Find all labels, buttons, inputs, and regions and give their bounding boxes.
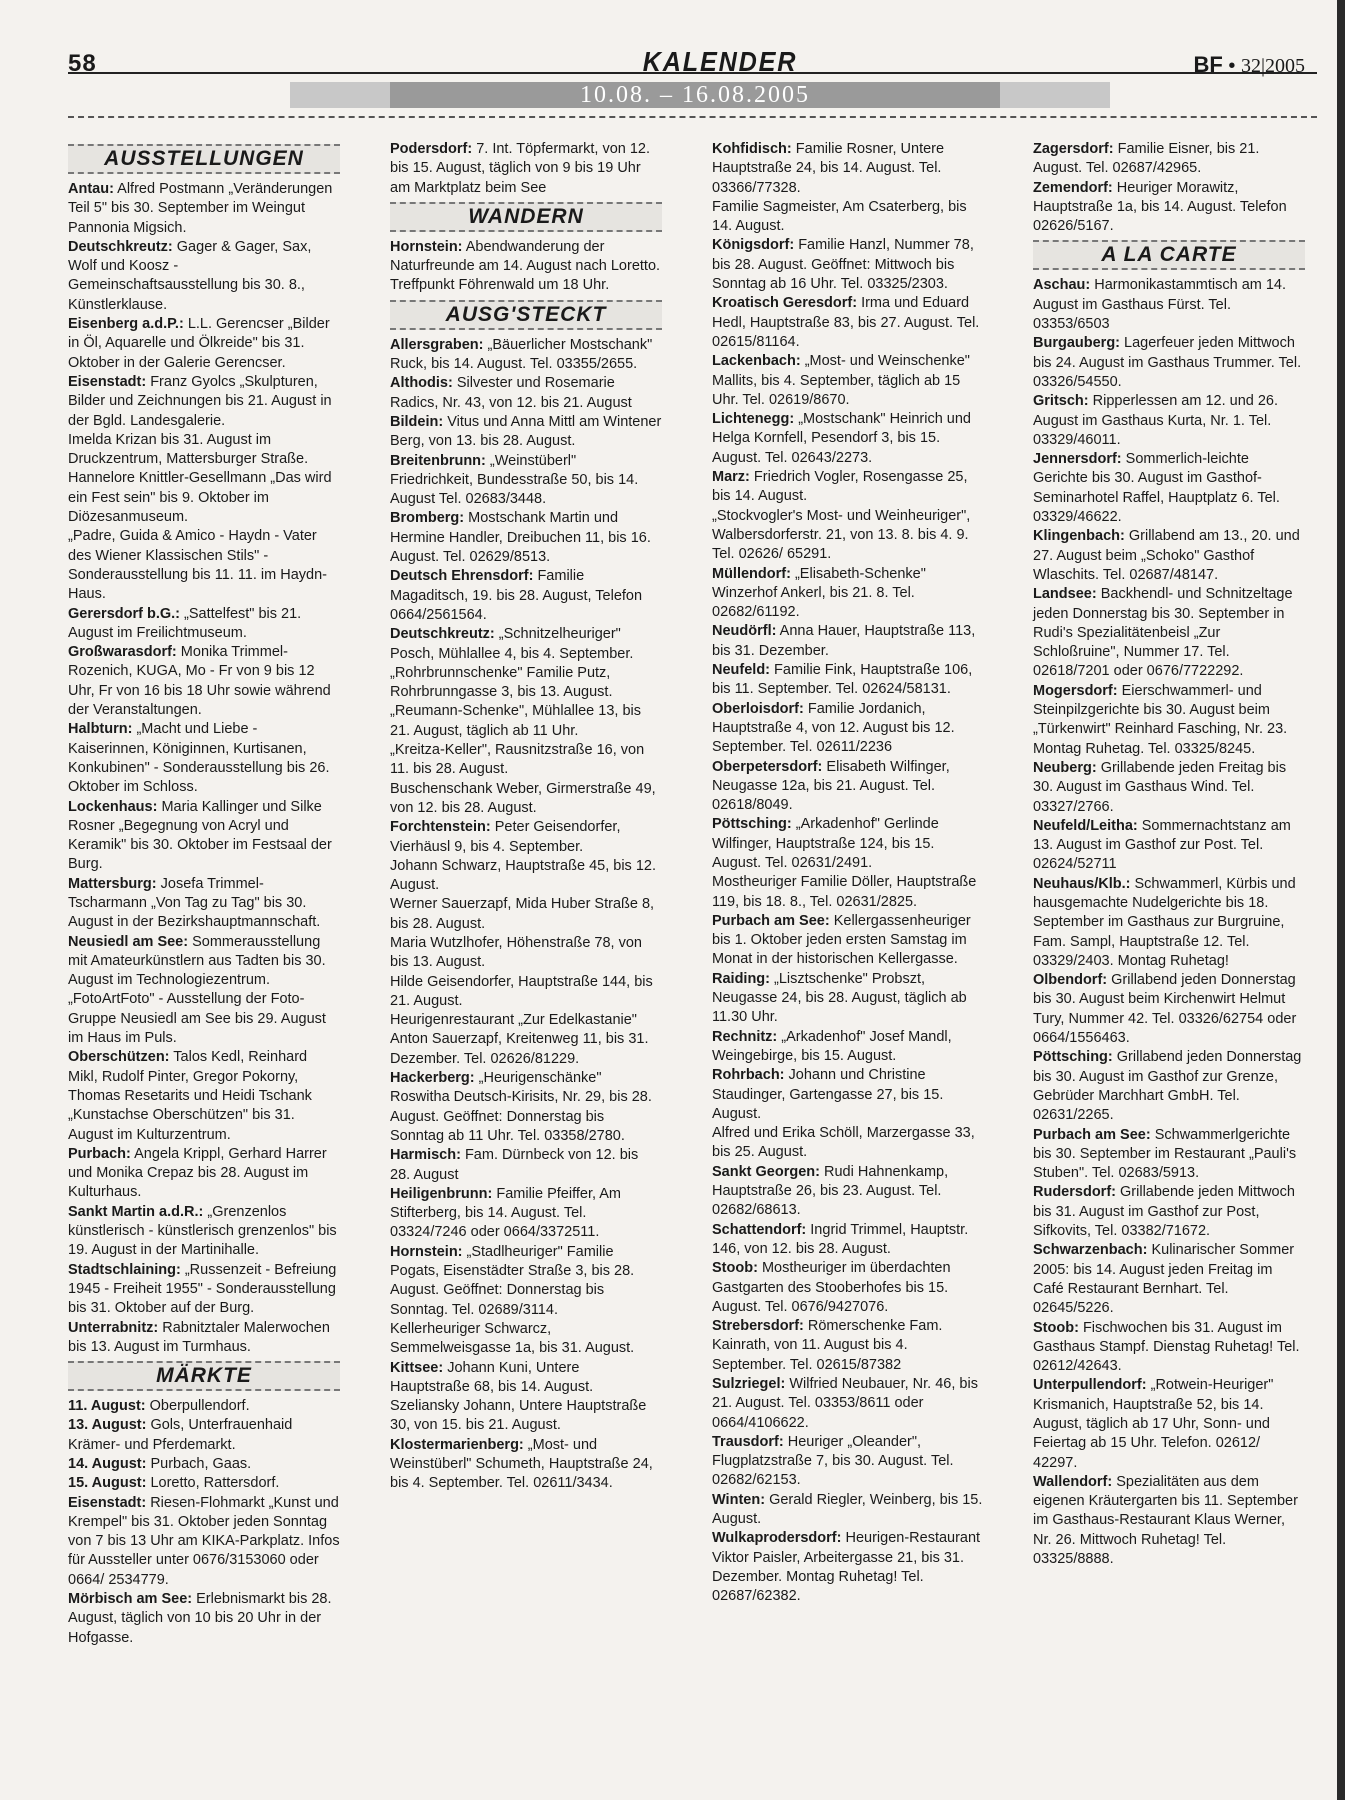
listing-text: Familie Pfeiffer, Am Stifterberg, bis 14. August. Tel. 03324/7246 oder 0664/3372511. [390,1185,621,1241]
listing-entry [712,1259,984,1317]
listing-entry [68,1048,340,1144]
listing-entry [68,605,340,644]
listing-place: Purbach: [68,1145,131,1162]
listing-text: Elisabeth Wilfinger, Neugasse 12a, bis 21. August. Tel. 02618/8049. [712,758,950,814]
listing-text: „Weinstüberl" Friedrichkeit, Bundesstraße 50, bis 14. August Tel. 02683/3448. [390,452,639,508]
listing-entry [390,374,662,413]
listing-text: Harmonikastammtisch am 14. August im Gasthaus Fürst. Tel. 03353/6503 [1033,277,1287,333]
listing-entry [68,431,340,470]
listing-entry [712,507,984,565]
listing-entry [1033,1048,1305,1125]
listing-text: Werner Sauerzapf, Mida Huber Straße 8, bis 28. August. [390,896,655,932]
listing-place: 14. August: [68,1456,147,1472]
issue-number: 32|2005 [1240,55,1305,77]
listing-text: Purbach, Gaas. [150,1456,252,1472]
listing-text: Lagerfeuer jeden Mittwoch bis 24. August im Gasthaus Trummer. Tel. 03326/54550. [1033,335,1302,390]
listing-text: „Padre, Guida & Amico - Haydn - Vater des Wiener Klassischen Stils" - Sonderausstellung bis 11. 11. im Haydn-Haus. [68,528,327,603]
listing-entry [390,934,662,973]
listing-text: Ingrid Trimmel, Hauptstr. 146, von 12. bis 28. August. [712,1221,969,1257]
listing-text: „Arkadenhof" Josef Mandl, Weingebirge, bis 15. August. [712,1028,952,1064]
listing-entry [712,1491,984,1530]
listing-text: Heurigenrestaurant „Zur Edelkastanie" Anton Sauerzapf, Kreitenweg 11, bis 31. Dezember. Tel. 02626/81229. [390,1012,649,1067]
column-3 [712,140,984,1607]
listing-text: Familie Hanzl, Nummer 78, bis 28. August. Geöffnet: Mittwoch bis Sonntag ab 16 Uhr. Tel. 03325/2303. [712,237,974,293]
listing-place: Jennersdorf: [1033,451,1122,468]
listing-place: Neusiedl am See: [68,933,189,950]
listing-text: Szeliansky Johann, Untere Hauptstraße 30, von 15. bis 21. August. [390,1398,647,1434]
section-heading-ausgsteckt: AUSG'STECKT [390,300,662,330]
listing-entry [390,1011,662,1069]
listing-text: Sommerlich-leichte Gerichte bis 30. August im Gasthof-Seminarhotel Raffel, Hauptplatz 6. Tel. 03329/46622. [1033,451,1280,526]
listing-text: „Lisztschenke" Probszt, Neugasse 24, bis 28. August, täglich ab 11.30 Uhr. [712,970,967,1026]
listing-entry [1033,1473,1305,1569]
section-heading-wandern: WANDERN [390,202,662,232]
listing-entry [68,1145,340,1203]
listing-place: Hackerberg: [390,1070,475,1087]
listing-text: Gols, Unterfrauenhaid Krämer- und Pferdemarkt. [68,1417,293,1453]
listing-entry [712,236,984,294]
listing-text: Wilfried Neubauer, Nr. 46, bis 21. August. Tel. 03353/8611 oder 0664/4106622. [712,1376,978,1431]
listing-place: Stoob: [712,1260,758,1277]
listing-text: Maria Wutzlhofer, Höhenstraße 78, von bis 13. August. [390,934,642,971]
listing-place: Königsdorf: [712,237,795,254]
page-number: 58 [68,50,97,77]
listing-entry [68,643,340,720]
separator-dot: • [1228,55,1236,77]
listing-entry [712,410,984,468]
listing-text: Kellergassenheuriger bis 1. Oktober jeden ersten Samstag im Monat in der historischen Kellergasse. [712,912,971,968]
listing-entry [712,758,984,816]
listing-place: Althodis: [390,375,453,392]
listing-entry [390,625,662,664]
listing-text: „Elisabeth-Schenke" Winzerhof Ankerl, bis 21. 8. Tel. 02682/61192. [712,565,926,621]
listing-text: Maria Kallinger und Silke Rosner „Begegnung von Acryl und Keramik" bis 30. Oktober im Festsaal der Burg. [68,798,332,873]
listing-place: Bromberg: [390,510,465,527]
listing-place: Forchtenstein: [390,819,491,836]
listing-entry [390,818,662,857]
listing-text: Anna Hauer, Hauptstraße 113, bis 31. Dezember. [712,623,976,659]
listing-entry [68,373,340,431]
listing-text: Kulinarischer Sommer 2005: bis 14. August jeden Freitag im Café Restaurant Bernhart. Tel. 02645/5226. [1033,1242,1295,1317]
listing-entry [390,1185,662,1243]
listing-place: Oberloisdorf: [712,700,804,717]
listing-place: Trausdorf: [712,1433,784,1450]
listing-text: „Rohrbrunnschenke" Familie Putz, Rohrbrunngasse 3, bis 13. August. [390,664,613,701]
listing-text: „Stadlheuriger" Familie Pogats, Eisenstädter Straße 3, bis 28. August. Geöffnet: Donnerstag bis Sonntag. Tel. 02689/3114. [390,1243,635,1318]
listing-text: Schwammerl, Kürbis und hausgemachte Nudelgerichte bis 18. September im Gasthaus zur Burgruine, Fam. Sampl, Hauptstraße 12. Tel. 03329/2403. Montag Ruhetag! [1033,875,1296,969]
listing-entry [390,140,662,198]
listing-place: Gritsch: [1033,393,1089,410]
listing-entry [1033,276,1305,334]
listing-place: Deutschkreutz: [390,626,495,643]
listing-place: Raiding: [712,970,770,987]
listing-text: Hannelore Knittler-Gesellmann „Das wird ein Fest sein" bis 9. Oktober im Diözesanmuseum. [68,470,332,526]
listing-place: Lockenhaus: [68,798,158,815]
section-title: KALENDER [642,46,798,77]
listing-text: Talos Kedl, Reinhard Mikl, Rudolf Pinter, Gregor Pokorny, Thomas Resetarits und Heidi Tschank „Kunstachse Oberschützen" bis 31. August im Kulturzentrum. [68,1049,312,1143]
listing-text: Irma und Eduard Hedl, Hauptstraße 83, bis 27. August. Tel. 02615/81164. [712,295,980,350]
listing-text: „Heurigenschänke" Roswitha Deutsch-Kirisits, Nr. 29, bis 28. August. Geöffnet: Donnerstag bis Sonntag ab 11 Uhr. Tel. 03358/2780. [390,1070,652,1144]
listing-text: Alfred und Erika Schöll, Marzergasse 33, bis 25. August. [712,1125,975,1161]
listing-text: „Russenzeit - Befreiung 1945 - Freiheit 1955" - Sonderausstellung bis 31. Oktober auf der Burg. [68,1261,337,1317]
listing-place: Podersdorf: [390,141,473,157]
listing-text: Gerald Riegler, Weinberg, bis 15. August. [712,1491,983,1528]
listing-entry [712,1433,984,1491]
listing-place: Bildein: [390,413,444,430]
listing-place: Olbendorf: [1033,972,1108,989]
listing-text: Familie Eisner, bis 21. August. Tel. 02687/42965. [1033,141,1260,177]
listing-entry [712,1317,984,1375]
listing-entry [1033,1183,1305,1241]
listing-entry [390,780,662,819]
listing-text: „Arkadenhof" Gerlinde Wilfinger, Hauptstraße 124, bis 15. August. Tel. 02631/2491. [712,816,939,871]
listing-entry [1033,585,1305,681]
listing-text: Riesen-Flohmarkt „Kunst und Krempel" bis 31. Oktober jeden Sonntag von 7 bis 13 Uhr am KIKA-Parkplatz. Infos für Aussteller unter 0676/3153060 oder 0664/ 2534779. [68,1494,340,1588]
column-2 [390,140,662,1494]
listing-place: Marz: [712,469,750,486]
column-1 [68,140,340,1648]
listing-entry [712,1375,984,1433]
listing-entry [1033,140,1305,179]
listing-entry [390,702,662,741]
listing-entry [390,1243,662,1320]
listing-entry [1033,179,1305,237]
listing-text: Sommerausstellung mit Amateurkünstlern aus Tadten bis 30. August im Technologiezentrum. [68,933,326,989]
listing-entry [390,741,662,780]
listing-text: Angela Krippl, Gerhard Harrer und Monika Crepaz bis 28. August im Kulturhaus. [68,1145,327,1201]
listing-text: Josefa Trimmel-Tscharmann „Von Tag zu Tag" bis 30. August in der Bezirkshauptmannschaft. [68,875,321,931]
listing-place: Halbturn: [68,721,133,738]
listing-text: Familie Sagmeister, Am Csaterberg, bis 14. August. [712,198,967,235]
listing-text: „Grenzenlos künstlerisch - künstlerisch grenzenlos" bis 19. August in der Martinihalle. [68,1203,337,1259]
listing-entry [712,815,984,873]
listing-place: Mogersdorf: [1033,682,1118,699]
listing-text: Backhendl- und Schnitzeltage jeden Donnerstag bis 30. September in Rudi's Spezialitätenbeisl „Zur Schloßruine", Nummer 17. Tel. 02618/7201 oder 0676/7722292. [1033,586,1293,680]
listing-text: Hilde Geisendorfer, Hauptstraße 144, bis 21. August. [390,973,653,1009]
listing-text: Buschenschank Weber, Girmerstraße 49, von 12. bis 28. August. [390,780,656,816]
listing-entry [1033,1126,1305,1184]
listing-place: Stadtschlaining: [68,1261,181,1278]
listing-place: Purbach am See: [1033,1126,1151,1143]
listing-entry [68,1474,340,1493]
listing-text: Oberpullendorf. [149,1398,250,1415]
listing-text: Sommernachtstanz am 13. August im Gasthof zur Post. Tel. 02624/52711 [1033,817,1291,873]
listing-entry [390,664,662,703]
listing-entry [1033,1376,1305,1472]
listing-entry [68,527,340,604]
listing-text: Heuriger „Oleander", Flugplatzstraße 7, bis 30. August. Tel. 02682/62153. [712,1433,954,1489]
listing-place: Neufeld/Leitha: [1033,817,1138,834]
listing-text: Kellerheuriger Schwarcz, Semmelweisgasse 1a, bis 31. August. [390,1320,635,1357]
listing-place: Gerersdorf b.G.: [68,605,180,622]
listing-text: Familie Jordanich, Hauptstraße 4, von 12. August bis 12. September. Tel. 02611/2236 [712,700,955,756]
listing-entry [68,720,340,797]
listing-place: Neuberg: [1033,759,1097,776]
listing-place: Klingenbach: [1033,528,1125,545]
listing-entry [712,1066,984,1124]
listing-entry [68,1416,340,1455]
listing-text: Mostheuriger im überdachten Gastgarten des Stooberhofes bis 15. August. Tel. 0676/9427076. [712,1260,951,1315]
listing-place: Stoob: [1033,1319,1079,1336]
listing-text: Mostschank Martin und Hermine Handler, Dreibuchen 11, bis 16. August. Tel. 02629/8513. [390,510,651,566]
listing-text: Fam. Dürnbeck von 12. bis 28. August [390,1147,639,1183]
listing-entry [390,857,662,896]
listing-entry [68,1203,340,1261]
listing-entry [1033,392,1305,450]
listing-place: Lichtenegg: [712,411,795,428]
listing-entry [712,1124,984,1163]
listing-entry [68,180,340,238]
issue-info [1194,52,1305,78]
listing-text: Grillabend am 13., 20. und 27. August beim „Schoko" Gasthof Wlaschits. Tel. 02687/48147. [1033,528,1300,583]
listing-entry [390,509,662,567]
listing-text: Loretto, Rattersdorf. [150,1475,280,1492]
listing-place: Kohfidisch: [712,141,792,157]
listing-entry [712,1529,984,1606]
listing-entry [712,468,984,507]
listing-place: Neudörfl: [712,623,777,640]
listing-entry [390,336,662,375]
listing-text: Johann Kuni, Untere Hauptstraße 68, bis 14. August. [390,1359,594,1395]
listing-text: „Kreitza-Keller", Rausnitzstraße 16, von 11. bis 28. August. [390,742,645,778]
listing-text: Mostheuriger Familie Döller, Hauptstraße 119, bis 18. 8., Tel. 02631/2825. [712,874,977,910]
listing-place: Großwarasdorf: [68,644,177,661]
listing-entry [68,1455,340,1474]
listing-text: Spezialitäten aus dem eigenen Kräutergarten bis 11. September im Gasthaus-Restaurant Klaus Werner, Nr. 26. Mittwoch Ruhetag! Tel. 03325/8888. [1033,1473,1298,1568]
listing-place: Mattersburg: [68,875,157,892]
listing-entry [390,1146,662,1185]
listing-entry [712,622,984,661]
listing-entry [390,1397,662,1436]
listing-entry [390,413,662,452]
listing-text: „Most- und Weinstüberl" Schumeth, Hauptstraße 24, bis 4. September. Tel. 02611/3434. [390,1436,653,1492]
listing-entry [1033,682,1305,759]
listing-text: Rabnitztaler Malerwochen bis 13. August im Turmhaus. [68,1319,330,1355]
listing-entry [68,1319,340,1358]
listing-text: Friedrich Vogler, Rosengasse 25, bis 14. August. [712,469,968,505]
listing-text: Fischwochen bis 31. August im Gasthaus Stampf. Dienstag Ruhetag! Tel. 02612/42643. [1033,1319,1300,1375]
listing-place: Mörbisch am See: [68,1591,193,1608]
listing-text: Familie Rosner, Untere Hauptstraße 24, bis 14. August. Tel. 03366/77328. [712,141,945,196]
listing-entry [68,933,340,991]
listing-place: Zagersdorf: [1033,141,1114,157]
listing-place: 11. August: [68,1398,146,1415]
listing-place: Eisenstadt: [68,1494,147,1511]
listing-place: Neuhaus/Klb.: [1033,875,1131,892]
listing-place: Kittsee: [390,1359,444,1376]
listing-place: Rechnitz: [712,1028,778,1045]
listing-entry [712,294,984,352]
listing-text: Johann und Christine Staudinger, Gartengasse 27, bis 15. August. [712,1067,944,1122]
listing-place: Burgauberg: [1033,335,1120,352]
listing-entry [712,140,984,198]
listing-place: Winten: [712,1491,766,1508]
listing-entry [712,912,984,970]
listing-place: Müllendorf: [712,565,791,582]
listing-text: Alfred Postmann „Veränderungen Teil 5" bis 30. September im Weingut Pannonia Migsich. [68,181,333,236]
listing-text: Grillabend jeden Donnerstag bis 30. August im Gasthof zur Grenze, Gebrüder Marchhart GmbH. Tel. 02631/2265. [1033,1049,1302,1124]
listing-entry [712,873,984,912]
listing-text: Schwammerlgerichte bis 30. September im Restaurant „Pauli's Stuben". Tel. 02683/5913. [1033,1126,1297,1182]
listing-place: Wulkaprodersdorf: [712,1530,842,1547]
listing-entry [390,1436,662,1494]
listing-place: Strebersdorf: [712,1318,804,1335]
listing-text: Heurigen-Restaurant Viktor Paisler, Arbeitergasse 21, bis 31. Dezember. Montag Ruhetag! Tel. 02687/62382. [712,1530,981,1605]
listing-text: Johann Schwarz, Hauptstraße 45, bis 12. August. [390,857,656,894]
listing-place: Rudersdorf: [1033,1184,1116,1201]
listing-text: Vitus und Anna Mittl am Wintener Berg, von 13. bis 28. August. [390,413,662,450]
listing-text: „Macht und Liebe - Kaiserinnen, Königinnen, Kurtisanen, Konkubinen" - Sonderausstellung bis 26. Oktober im Schloss. [68,721,330,796]
section-heading-a-la-carte: A LA CARTE [1033,240,1305,270]
listing-entry [1033,759,1305,817]
listing-text: Grillabend jeden Donnerstag bis 30. August beim Kirchenwirt Helmut Tury, Nummer 42. Tel. 03326/62754 oder 0664/1556463. [1033,972,1297,1047]
section-heading-ausstellungen: AUSSTELLUNGEN [68,144,340,174]
dashed-divider [68,116,1317,118]
listing-text: Franz Gyolcs „Skulpturen, Bilder und Zeichnungen bis 21. August in der Bgld. Landesgalerie. [68,373,332,429]
listing-entry [1033,875,1305,971]
listing-entry [1033,334,1305,392]
listing-place: Klostermarienberg: [390,1436,524,1453]
listing-text: Familie Fink, Hauptstraße 106, bis 11. September. Tel. 02624/58131. [712,662,973,698]
listing-entry [68,1397,340,1416]
listing-place: Pöttsching: [1033,1049,1113,1066]
listing-text: Heuriger Morawitz, Hauptstraße 1a, bis 14. August. Telefon 02626/5167. [1033,179,1287,235]
listing-place: Sankt Georgen: [712,1163,820,1180]
listing-entry [1033,971,1305,1048]
listing-text: „Stockvogler's Most- und Weinheuriger", Walbersdorferstr. 21, von 13. 8. bis 4. 9. Tel. 02626/ 65291. [712,507,971,563]
listing-place: Oberschützen: [68,1049,170,1066]
listing-place: Deutsch Ehrensdorf: [390,568,534,585]
listing-place: Antau: [68,181,114,197]
listing-text: „Rotwein-Heuriger" Krismanich, Hauptstraße 52, bis 14. August, täglich ab 17 Uhr, Sonn- und Feiertag ab 15 Uhr. Telefon. 02612/ 42297. [1033,1377,1274,1471]
listing-entry [68,1261,340,1319]
listing-entry [390,1320,662,1359]
page-edge [1337,0,1345,1800]
listing-text: Römerschenke Fam. Kainrath, von 11. August bis 4. September. Tel. 02615/87382 [712,1318,943,1373]
listing-place: Unterpullendorf: [1033,1377,1147,1394]
listing-place: Breitenbrunn: [390,452,486,469]
listing-text: Eierschwammerl- und Steinpilzgerichte bis 30. August beim „Türkenwirt" Reinhard Fasching, Nr. 23. Montag Ruhetag. Tel. 03325/8245. [1033,682,1288,757]
listing-text: „Mostschank" Heinrich und Helga Kornfell, Pesendorf 3, bis 15. August. Tel. 02643/2273. [712,411,971,466]
listing-entry [68,798,340,875]
listing-entry [712,1163,984,1221]
listing-place: Pöttsching: [712,816,792,833]
date-range: 10.08. – 16.08.2005 [390,82,1000,108]
listing-place: Zemendorf: [1033,179,1113,196]
listing-entry [390,238,662,296]
listing-entry [1033,450,1305,527]
listing-text: „Sattelfest" bis 21. August im Freilichtmuseum. [68,605,302,641]
listing-place: Sankt Martin a.d.R.: [68,1203,204,1220]
listing-entry [712,661,984,700]
listing-entry [712,1028,984,1067]
listing-text: Gager & Gager, Sax, Wolf und Koosz - Gemeinschaftsausstellung bis 30. 8., Künstlerklause. [68,238,312,313]
listing-text: Ripperlessen am 12. und 26. August im Gasthaus Kurta, Nr. 1. Tel. 03329/46011. [1033,393,1279,448]
listing-text: „Schnitzelheuriger" Posch, Mühlallee 4, bis 4. September. [390,626,634,662]
listing-place: Schwarzenbach: [1033,1242,1148,1259]
listing-place: Hornstein: [390,238,463,255]
listing-place: Wallendorf: [1033,1473,1113,1490]
listing-entry [68,990,340,1048]
listing-text: 7. Int. Töpfermarkt, von 12. bis 15. August, täglich von 9 bis 19 Uhr am Marktplatz beim See [390,141,651,196]
listing-place: Eisenstadt: [68,373,147,390]
listing-entry [712,565,984,623]
listing-text: Silvester und Rosemarie Radics, Nr. 43, von 12. bis 21. August [390,375,632,411]
listing-entry [68,469,340,527]
listing-text: „Reumann-Schenke", Mühlallee 13, bis 21. August, täglich ab 11 Uhr. [390,703,641,739]
listing-text: Abendwanderung der Naturfreunde am 14. August nach Loretto. Treffpunkt Föhrenwald um 18 Uhr. [390,238,661,294]
listing-place: Heiligenbrunn: [390,1185,493,1202]
listing-place: Allersgraben: [390,336,484,353]
listing-place: Kroatisch Geresdorf: [712,295,858,312]
listing-place: Schattendorf: [712,1221,807,1238]
listing-entry [1033,1241,1305,1318]
listing-text: „Bäuerlicher Mostschank" Ruck, bis 14. August. Tel. 03355/2655. [390,336,653,373]
listing-place: Eisenberg a.d.P.: [68,316,184,333]
listing-place: 15. August: [68,1475,147,1492]
listing-entry [390,1359,662,1398]
listing-place: 13. August: [68,1417,147,1434]
section-heading-maerkte: MÄRKTE [68,1361,340,1391]
listing-entry [390,973,662,1012]
listing-text: Familie Magaditsch, 19. bis 28. August, Telefon 0664/2561564. [390,568,643,623]
listing-text: Peter Geisendorfer, Vierhäusl 9, bis 4. September. [390,819,621,855]
listing-entry [390,1069,662,1146]
listing-entry [68,238,340,315]
listing-entry [712,1221,984,1260]
listing-entry [68,315,340,373]
listing-entry [68,875,340,933]
listing-place: Rohrbach: [712,1067,785,1084]
listing-entry [390,452,662,510]
listing-entry [712,970,984,1028]
listing-place: Aschau: [1033,277,1091,294]
listing-entry [712,700,984,758]
listing-place: Hornstein: [390,1243,463,1260]
listing-text: Grillabende jeden Mittwoch bis 31. August im Gasthof zur Post, Sifkovits, Tel. 03382/71672. [1033,1184,1295,1240]
listing-place: Deutschkreutz: [68,238,173,255]
listing-entry [390,567,662,625]
listing-entry [390,895,662,934]
column-4 [1033,140,1305,1569]
listing-place: Landsee: [1033,586,1097,603]
listing-place: Purbach am See: [712,912,830,929]
listing-place: Unterrabnitz: [68,1319,159,1336]
publication-name: BF [1193,52,1223,77]
listing-entry [1033,527,1305,585]
listing-entry [68,1494,340,1590]
listing-entry [712,198,984,237]
listing-place: Neufeld: [712,662,770,679]
listing-entry [1033,817,1305,875]
listing-entry [712,352,984,410]
listing-text: Grillabende jeden Freitag bis 30. August im Gasthaus Wind. Tel. 03327/2766. [1033,759,1287,815]
listing-place: Harmisch: [390,1147,461,1164]
listing-text: Monika Trimmel-Rozenich, KUGA, Mo - Fr von 9 bis 12 Uhr, Fr von 16 bis 18 Uhr sowie während der Veranstaltungen. [68,644,331,719]
listing-text: „FotoArtFoto" - Ausstellung der Foto-Gruppe Neusiedl am See bis 29. August im Haus im Puls. [68,991,326,1047]
listing-place: Lackenbach: [712,353,801,370]
listing-entry [68,1590,340,1648]
listing-text: Erlebnismarkt bis 28. August, täglich von 10 bis 20 Uhr in der Hofgasse. [68,1591,332,1646]
listing-place: Oberpetersdorf: [712,758,823,775]
listing-text: „Most- und Weinschenke" Mallits, bis 4. September, täglich ab 15 Uhr. Tel. 02619/8670. [712,353,970,408]
listing-text: Imelda Krizan bis 31. August im Druckzentrum, Mattersburger Straße. [68,431,309,468]
listing-text: L.L. Gerencser „Bilder in Öl, Aquarelle und Ölkreide" bis 31. Oktober in der Galerie Gerencser. [68,316,330,371]
listing-entry [1033,1319,1305,1377]
listing-place: Sulzriegel: [712,1376,786,1392]
listing-text: Rudi Hahnenkamp, Hauptstraße 26, bis 23. August. Tel. 02682/68613. [712,1163,949,1219]
